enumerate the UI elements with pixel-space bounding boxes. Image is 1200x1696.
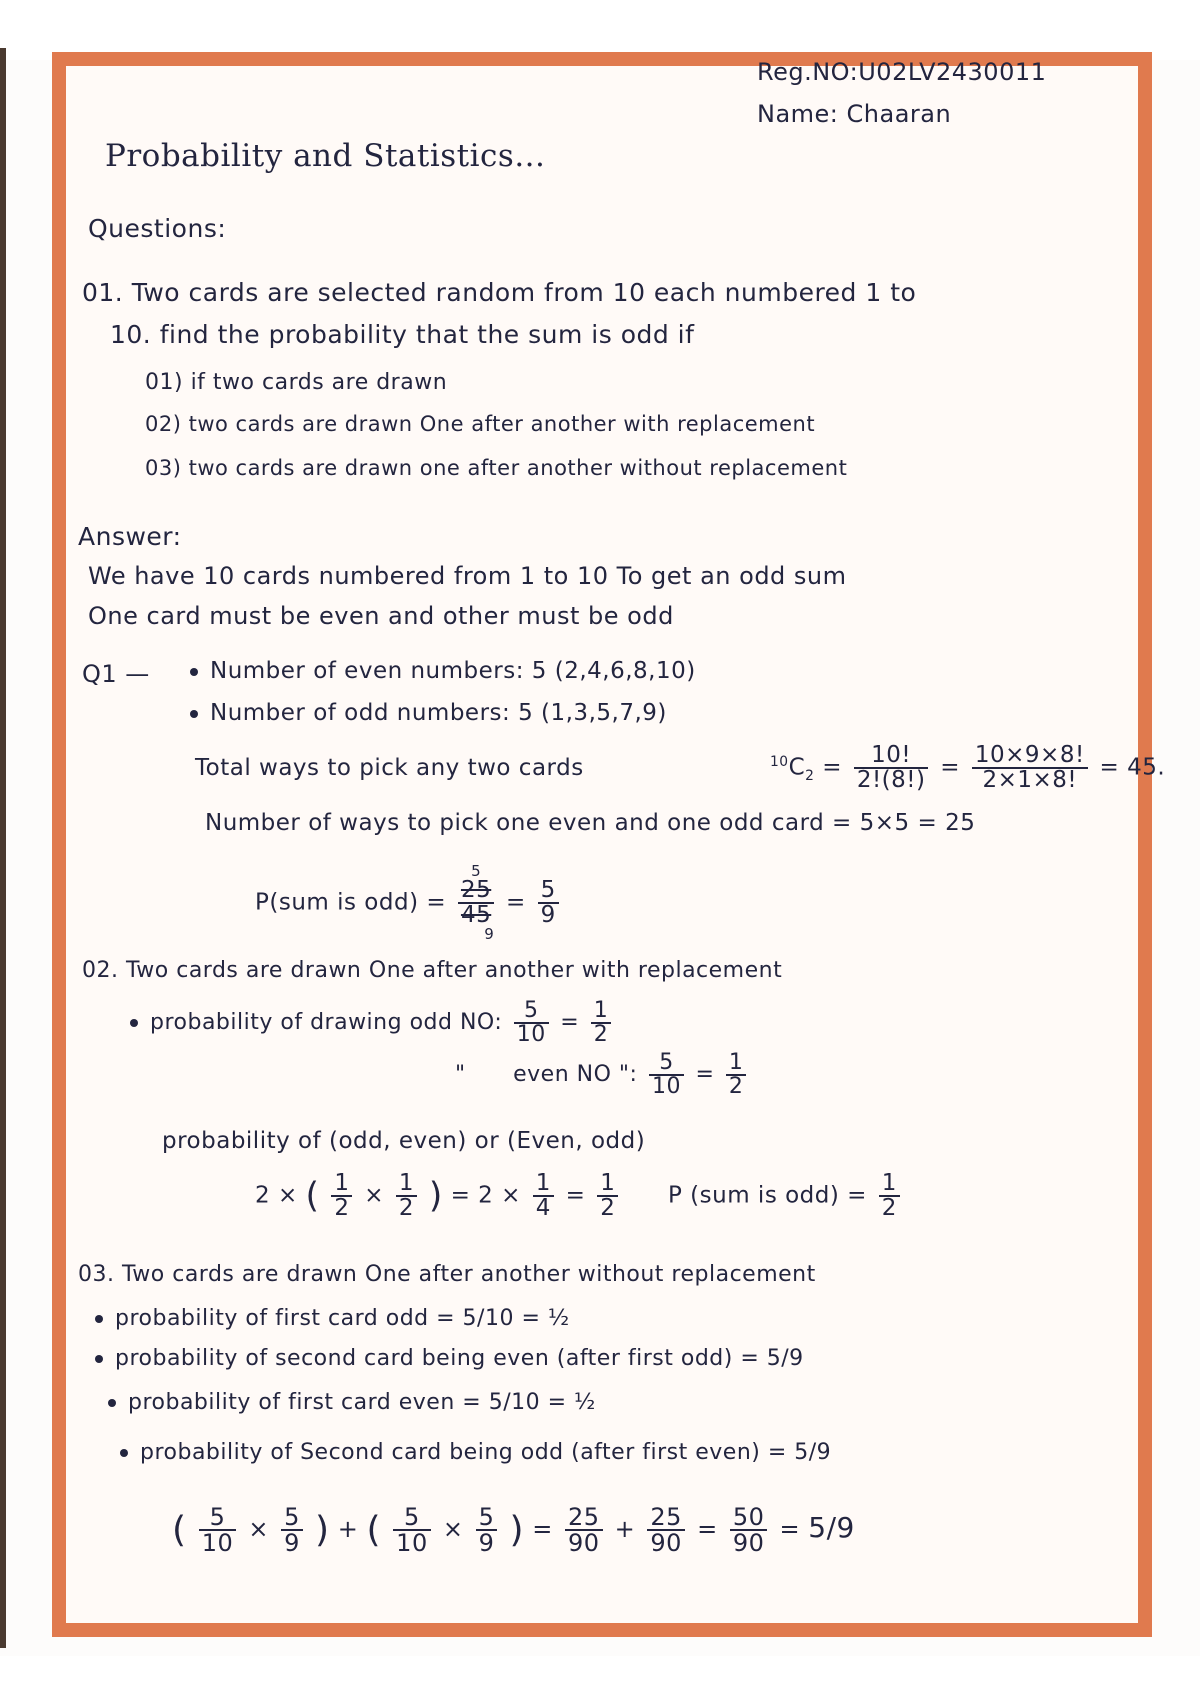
reg-number: Reg.NO:U02LV2430011 [757,58,1047,86]
part3-bullet-1 [95,1306,570,1331]
part3-bullet-3 [108,1390,596,1415]
result-2 [647,1505,685,1555]
fraction-numerator: 5 [199,1505,237,1531]
close-paren: ) [428,1176,443,1216]
fraction-numerator: 1 [533,1172,554,1197]
final-fraction [538,879,559,927]
fraction-denominator: 9 [478,1529,495,1557]
part2-even-probability [455,1052,750,1098]
bullet [120,1449,128,1457]
result-3 [730,1505,768,1555]
combo-n: 10 [770,753,789,770]
factorial-fraction [854,744,929,792]
bullet [108,1399,116,1407]
even-simplified [726,1052,747,1098]
probability-label: P(sum is odd) = [255,889,447,916]
fraction-numerator: 5 [649,1052,684,1076]
equals-sign: = [697,1515,718,1543]
open-paren: ( [305,1176,320,1216]
fraction-denominator: 90 [650,1529,682,1557]
fraction-denominator: 10 [201,1529,234,1557]
fraction-denominator: 2 [398,1195,414,1221]
questions-heading: Questions: [88,214,227,243]
bullet [95,1355,103,1363]
reduced-numerator: 5 [471,862,482,880]
bullet [190,710,198,718]
part1-even-count [190,658,696,684]
equals-sign: = [506,889,526,916]
fraction-numerator: 5 [514,1000,549,1024]
even-fraction [649,1052,684,1098]
part2-pair-probability: probability of (odd, even) or (Even, odd) [162,1128,646,1154]
term-2 [281,1505,303,1555]
scan-margin-bottom [0,1656,1200,1696]
bullet-text: probability of first card even = 5/10 = ½ [128,1390,596,1415]
fraction-numerator: 10×9×8! [972,744,1088,769]
term-1 [199,1505,237,1555]
combo-c: C [788,754,806,781]
ditto-mark: " [455,1062,466,1087]
times-sign: × [248,1515,269,1543]
equals-sign: = [822,754,842,781]
page-title: Probability and Statistics... [105,138,546,174]
fraction-denominator: 45 [460,902,492,928]
part2-calculation [255,1172,622,1220]
equals-sign: = [779,1515,801,1543]
plus-sign: + [337,1515,359,1543]
bullet-text: probability of second card being even (after first odd) = 5/9 [115,1346,804,1371]
fraction-numerator: 1 [331,1172,352,1197]
odd-probability-label: probability of drawing odd NO: [150,1010,503,1035]
term-4 [476,1505,498,1555]
times-sign: × [442,1515,464,1543]
fraction-numerator: 25 [565,1505,603,1531]
fraction-denominator: 90 [567,1529,600,1557]
probability-label: P (sum is odd) = [668,1182,867,1209]
calc-prefix: 2 × [255,1182,298,1209]
part3-bullet-4 [120,1440,831,1465]
total-ways-label: Total ways to pick any two cards [195,755,584,781]
expanded-fraction [972,744,1088,792]
fraction-denominator: 9 [284,1529,300,1557]
close-paren: ) [315,1509,330,1551]
bullet [190,668,198,676]
result-1 [565,1505,603,1555]
fraction-numerator: 5 [393,1505,431,1531]
part1-odd-count [190,700,667,726]
odd-fraction [514,1000,549,1046]
bullet [130,1019,138,1027]
equals-sign: = [560,1010,580,1035]
part1-label: Q1 — [82,660,150,688]
close-paren: ) [509,1509,525,1551]
fraction-numerator: 50 [730,1505,768,1531]
equals-sign: = [532,1515,553,1543]
scan-edge-shadow [0,48,6,1648]
even-probability-label: even NO ": [513,1062,638,1087]
answer-intro-line-1: We have 10 cards numbered from 1 to 10 To get an odd sum [88,562,847,590]
fraction-denominator: 2 [334,1195,350,1221]
part2-heading: 02. Two cards are drawn One after another with replacement [82,958,783,983]
fraction-denominator: 2 [593,1022,609,1047]
open-paren: ( [366,1509,382,1551]
open-paren: ( [172,1509,187,1551]
odd-simplified [591,1000,612,1046]
fraction-denominator: 2 [728,1074,744,1099]
probability-fraction [458,864,494,942]
calc-fraction-b [396,1172,417,1220]
part2-odd-probability [130,1000,615,1046]
equals-sign: = [565,1182,586,1209]
student-name: Name: Chaaran [757,100,952,128]
fraction-numerator: 5 [281,1505,303,1531]
fraction-denominator: 2 [881,1195,897,1221]
fraction-numerator: 1 [879,1172,900,1197]
question-sub-1: 01) if two cards are drawn [145,370,448,395]
fraction-denominator: 9 [540,902,556,928]
calc-fraction-a [331,1172,352,1220]
fraction-denominator: 2×1×8! [982,767,1078,793]
calc-fraction-d [597,1172,618,1220]
question-line-2: 10. find the probability that the sum is odd if [110,320,695,349]
term-3 [393,1505,431,1555]
part3-heading: 03. Two cards are drawn One after another without replacement [78,1262,816,1287]
calc-middle: = 2 × [450,1182,521,1209]
bullet [95,1315,103,1323]
question-line-1: 01. Two cards are selected random from 10 each numbered 1 to [82,278,917,307]
combo-r: 2 [805,768,815,785]
fraction-denominator: 10 [516,1022,546,1047]
answer-intro-line-2: One card must be even and other must be odd [88,602,674,630]
fraction-numerator: 5 [476,1505,498,1531]
fraction-denominator: 2!(8!) [856,767,926,793]
equals-sign: = [940,754,961,781]
fraction-denominator: 90 [732,1529,765,1557]
fraction-numerator: 25 [458,879,494,904]
fraction-numerator: 1 [726,1052,747,1076]
fraction-numerator: 1 [396,1172,417,1197]
favourable-ways-line: Number of ways to pick one even and one odd card = 5×5 = 25 [205,810,976,836]
fraction-numerator: 1 [597,1172,618,1197]
question-sub-2: 02) two cards are drawn One after another with replacement [145,412,816,436]
scan-margin-top [0,0,1200,60]
fraction-numerator: 25 [647,1505,685,1531]
part3-bullet-2 [95,1346,804,1371]
combination-notation [770,744,1165,792]
fraction-denominator: 10 [396,1529,428,1557]
bullet-text: probability of Second card being odd (after first even) = 5/9 [140,1440,832,1465]
part3-calculation [172,1505,855,1555]
fraction-numerator: 1 [591,1000,612,1024]
calc-fraction-c [533,1172,554,1220]
result-fraction [879,1172,900,1220]
reduced-denominator: 9 [484,925,495,943]
fraction-denominator: 2 [600,1195,616,1221]
fraction-numerator: 10! [854,744,929,769]
odd-count-text: Number of odd numbers: 5 (1,3,5,7,9) [210,700,667,726]
fraction-denominator: 4 [535,1195,551,1221]
part2-result [668,1172,904,1220]
fraction-numerator: 5 [538,879,559,904]
fraction-denominator: 10 [651,1074,681,1099]
question-sub-3: 03) two cards are drawn one after another without replacement [145,456,848,480]
equals-sign: = [695,1062,715,1087]
final-answer: 5/9 [808,1511,855,1544]
plus-sign: + [614,1515,636,1543]
bullet-text: probability of first card odd = 5/10 = ½ [115,1306,570,1331]
part1-probability [255,864,563,942]
even-count-text: Number of even numbers: 5 (2,4,6,8,10) [210,658,696,684]
combination-result: = 45. [1099,754,1166,781]
answer-heading: Answer: [78,522,182,551]
times-sign: × [364,1182,385,1209]
